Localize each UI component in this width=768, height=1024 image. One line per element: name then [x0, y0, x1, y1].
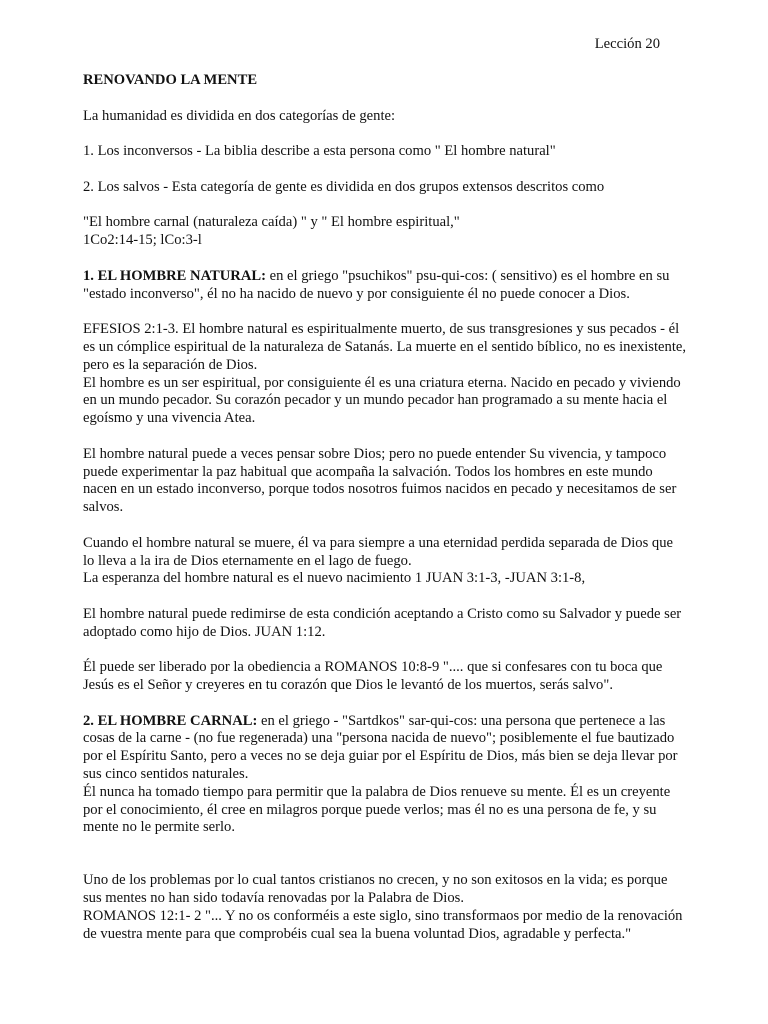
carnal-man-paragraph: [83, 713, 687, 784]
category-2-paragraph: 2. Los salvos - Esta categoría de gente es dividida en dos grupos extensos descritos como: [83, 178, 605, 195]
never-renewed-paragraph: Él nunca ha tomado tiempo para permitir que la palabra de Dios renueve su mente. Él es un creyente por el conocimiento, él cree en milagros porque puede verlos; mas él no es una persona de fe, y su mente no le permite serlo.: [83, 783, 671, 836]
category-1-paragraph: 1. Los inconversos - La biblia describe a esta persona como " El hombre natural": [83, 143, 556, 160]
hope-paragraph: La esperanza del hombre natural es el nuevo nacimiento 1 JUAN 3:1-3, -JUAN 3:1-8,: [83, 570, 586, 587]
document-page: [83, 36, 687, 961]
efesios-paragraph: EFESIOS 2:1-3. El hombre natural es espiritualmente muerto, de sus transgresiones y sus pecados - él es un cómplice espiritual de la naturaleza de Satanás. La muerte en el sentido bíblico, no es inexistente, pero es la separación de Dios.: [83, 321, 686, 373]
groups-reference: 1Co2:14-15; lCo:3-l: [83, 232, 202, 249]
liberated-paragraph: Él puede ser liberado por la obediencia a ROMANOS 10:8-9 ".... que si confesares con tu boca que Jesús es el Señor y creyeres en tu corazón que Dios le levantó de los muertos, serás salvo".: [83, 659, 663, 694]
spiritual-being-paragraph: El hombre es un ser espiritual, por consiguiente él es una criatura eterna. Nacido en pecado y viviendo en un mundo pecador. Su corazón pecador y un mundo pecador han programado a su mente hacia el egoísmo y una vivencia Atea.: [83, 374, 681, 427]
natural-man-heading: 1. EL HOMBRE NATURAL:: [83, 267, 266, 284]
natural-man-paragraph: [83, 268, 687, 304]
natural-man-text: en el griego "psuchikos" psu-qui-cos: ( sensitivo) es el hombre en su "estado inconverso", él no ha nacido de nuevo y por consiguiente él no puede conocer a Dios.: [83, 267, 670, 302]
redeem-paragraph: El hombre natural puede redimirse de esta condición aceptando a Cristo como su Salvador y puede ser adoptado como hijo de Dios. JUAN 1:12.: [83, 605, 682, 640]
think-about-god-paragraph: El hombre natural puede a veces pensar sobre Dios; pero no puede entender Su vivencia, y tampoco puede experimentar la paz habitual que acompaña la salvación. Todos los hombres en este mundo nacen en un estado inconverso, porque todos nosotros fuimos nacidos en pecado y necesitamos de ser salvos.: [83, 445, 677, 516]
lesson-number: Lección 20: [594, 36, 660, 52]
death-paragraph: Cuando el hombre natural se muere, él va para siempre a una eternidad perdida separada de Dios que lo lleva a la ira de Dios eternamente en el lago de fuego.: [83, 534, 673, 569]
problems-paragraph: Uno de los problemas por lo cual tantos cristianos no crecen, y no son exitosos en la vida; es porque sus mentes no han sido todavía renovadas por la Palabra de Dios.: [83, 872, 668, 907]
carnal-man-text: en el griego - "Sartdkos" sar-qui-cos: una persona que pertenece a las cosas de la carne - (no fue regenerada) una "persona nacida de nuevo"; posiblemente el fue bautizado por el Espíritu Santo, pero a veces no se deja guiar por el Espíritu de Dios, más bien se deja llevar por sus cinco sentidos naturales.: [83, 712, 678, 783]
romans-paragraph: ROMANOS 12:1- 2 "... Y no os conforméis a este siglo, sino transformaos por medio de la renovación de vuestra mente para que comprobéis cual sea la buena voluntad Dios, agradable y perfecta.": [83, 907, 683, 942]
carnal-man-heading: 2. EL HOMBRE CARNAL:: [83, 712, 258, 729]
groups-line: "El hombre carnal (naturaleza caída) " y " El hombre espiritual,": [83, 214, 460, 231]
document-title: RENOVANDO LA MENTE: [83, 71, 258, 88]
intro-paragraph: La humanidad es dividida en dos categorías de gente:: [83, 107, 396, 124]
